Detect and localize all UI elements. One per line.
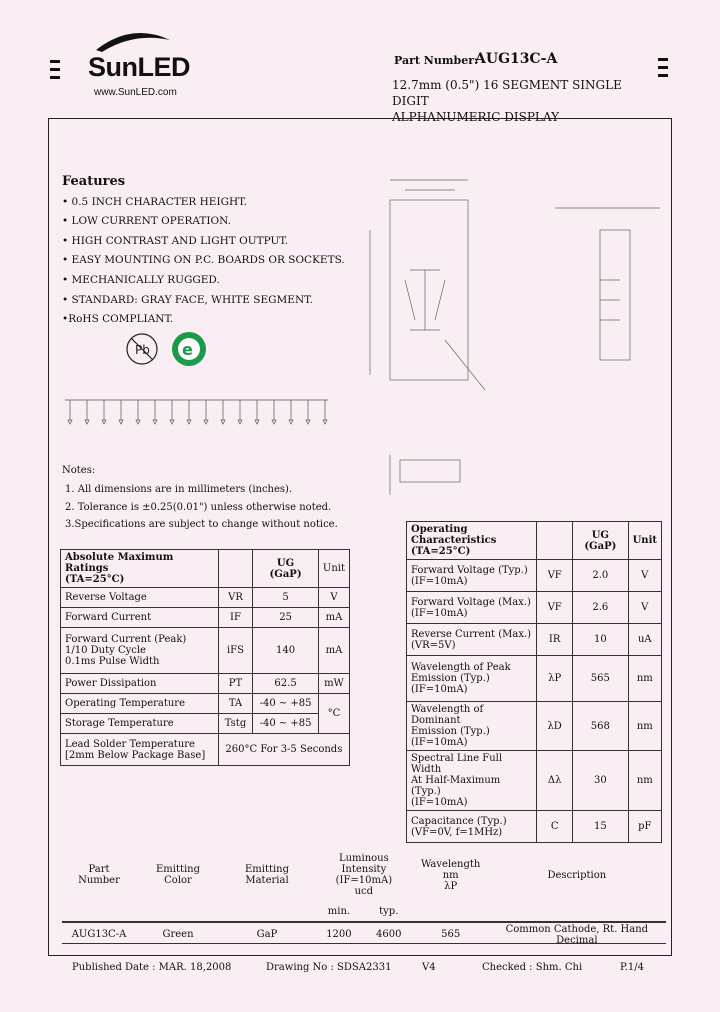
abs-max-header: Absolute Maximum Ratings (TA=25°C) <box>61 550 219 588</box>
selection-table: Part Number Emitting Color Emitting Material Luminous Intensity (IF=10mA) ucd Wavelength nm λP Description min. typ. AUG13C-A Green GaP 1200 4600 565 Common Cathode, Rt. Hand Decimal <box>62 848 666 947</box>
feature-item: • 0.5 INCH CHARACTER HEIGHT. <box>62 196 247 208</box>
table-row: Forward Voltage (Max.) (IF=10mA) VF 2.6 V <box>407 592 662 624</box>
part-number: AUG13C-A <box>475 51 558 67</box>
page-number: P.1/4 <box>620 962 644 973</box>
divider <box>62 921 666 922</box>
note-item: 3.Specifications are subject to change without notice. <box>65 519 338 530</box>
table-row: Power Dissipation PT 62.5 mW <box>61 674 350 694</box>
product-description: 12.7mm (0.5") 16 SEGMENT SINGLE DIGIT ALPHANUMERIC DISPLAY <box>392 78 622 124</box>
feature-item: •RoHS COMPLIANT. <box>62 313 174 325</box>
table-row: Reverse Current (Max.) (VR=5V) IR 10 uA <box>407 624 662 656</box>
table-row: Forward Voltage (Typ.) (IF=10mA) VF 2.0 V <box>407 560 662 592</box>
table-row: Spectral Line Full Width At Half-Maximum (Typ.) (IF=10mA) Δλ 30 nm <box>407 751 662 811</box>
abs-max-table: Absolute Maximum Ratings (TA=25°C) UG (GaP) Unit Reverse Voltage VR 5 V Forward Current IF 25 mA Forward Current (Peak) 1/10 Duty Cycle 0.1ms Pulse Width iFS 140 mA Power Dissipation PT 62.5 mW Operating Temperature TA -40 ~ +85 °C Storage Temperature Tstg -40 ~ +85 Lead Solder Temperature [2mm Below Package Base] 260°C For 3-5 Seconds <box>60 549 350 766</box>
notes-title: Notes: <box>62 465 96 476</box>
published-date: Published Date : MAR. 18,2008 <box>72 962 232 973</box>
table-row: Lead Solder Temperature [2mm Below Package Base] 260°C For 3-5 Seconds <box>61 734 350 766</box>
svg-text:Pb: Pb <box>135 343 150 357</box>
feature-item: • STANDARD: GRAY FACE, WHITE SEGMENT. <box>62 294 313 306</box>
table-row: Operating Temperature TA -40 ~ +85 °C <box>61 694 350 714</box>
pb-free-icon <box>124 331 160 367</box>
left-bars-icon <box>50 60 60 84</box>
rohs-e-icon <box>170 330 208 368</box>
features-title: Features <box>62 174 126 189</box>
table-row: Forward Current IF 25 mA <box>61 608 350 628</box>
op-char-table: Operating Characteristics (TA=25°C) UG (GaP) Unit Forward Voltage (Typ.) (IF=10mA) VF 2.0 V Forward Voltage (Max.) (IF=10mA) VF 2.6 V Reverse Current (Max.) (VR=5V) IR 10 uA Wavelength of Peak Emission (Typ.) (IF=10mA) λP 565 nm Wavelength of Dominant Emission (Typ.) (IF=10mA) λD 568 nm Spectral Line Full Width At Half-Maximum (Typ.) (IF=10mA) Δλ 30 nm Capacitance (Typ.) (VF=0V, f=1MHz) C 15 pF <box>406 521 662 843</box>
drawing-number: Drawing No : SDSA2331 <box>266 962 392 973</box>
package-drawing <box>350 160 670 500</box>
table-row: Reverse Voltage VR 5 V <box>61 588 350 608</box>
brand-name: SunLED <box>88 52 190 82</box>
right-bars-icon <box>658 58 668 82</box>
note-item: 2. Tolerance is ±0.25(0.01") unless otherwise noted. <box>65 502 332 513</box>
table-row: Wavelength of Peak Emission (Typ.) (IF=10mA) λP 565 nm <box>407 656 662 702</box>
brand-url: www.SunLED.com <box>94 87 177 98</box>
circuit-diagram <box>60 380 330 460</box>
checked-by: Checked : Shm. Chi <box>482 962 583 973</box>
table-row: Forward Current (Peak) 1/10 Duty Cycle 0.1ms Pulse Width iFS 140 mA <box>61 628 350 674</box>
svg-text:e: e <box>182 340 193 359</box>
table-row: Capacitance (Typ.) (VF=0V, f=1MHz) C 15 pF <box>407 811 662 843</box>
part-number-label: Part Number: <box>394 54 479 67</box>
version: V4 <box>422 962 436 973</box>
feature-item: • MECHANICALLY RUGGED. <box>62 274 220 286</box>
table-row: AUG13C-A Green GaP 1200 4600 565 Common Cathode, Rt. Hand Decimal <box>62 922 666 947</box>
sunled-logo-arc-icon <box>92 26 172 54</box>
divider <box>62 943 666 944</box>
feature-item: • LOW CURRENT OPERATION. <box>62 215 231 227</box>
note-item: 1. All dimensions are in millimeters (inches). <box>65 484 293 495</box>
feature-item: • EASY MOUNTING ON P.C. BOARDS OR SOCKETS. <box>62 254 345 266</box>
table-row: Storage Temperature Tstg -40 ~ +85 <box>61 714 350 734</box>
feature-item: • HIGH CONTRAST AND LIGHT OUTPUT. <box>62 235 289 247</box>
table-row: Wavelength of Dominant Emission (Typ.) (IF=10mA) λD 568 nm <box>407 702 662 751</box>
